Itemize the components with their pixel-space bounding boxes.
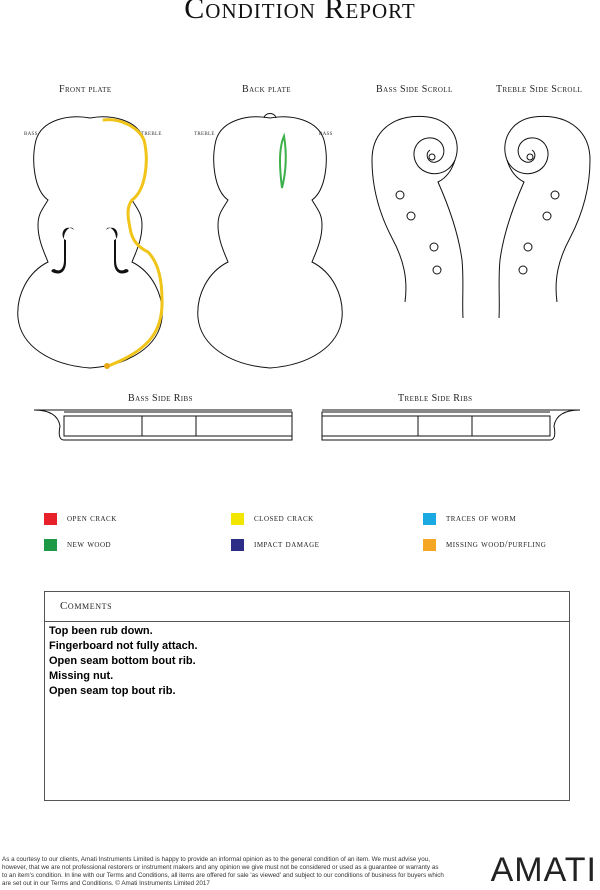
back-plate-new-wood-mark xyxy=(280,136,286,188)
legend-swatch xyxy=(423,539,436,551)
amati-logo: AMATI xyxy=(490,851,597,889)
legend-swatch xyxy=(231,513,244,525)
treble-side-scroll-diagram xyxy=(499,116,590,318)
legend-swatch xyxy=(423,513,436,525)
legend-closed-crack xyxy=(231,513,314,525)
comments-heading: Comments xyxy=(45,592,569,622)
legend-missing-wood-purfling xyxy=(423,539,546,551)
treble-side-scroll-label: Treble Side Scroll xyxy=(496,84,583,95)
bass-side-scroll-label: Bass Side Scroll xyxy=(376,84,453,95)
comment-line: Open seam top bout rib. xyxy=(49,685,176,697)
comments-list xyxy=(45,622,569,699)
bass-side-scroll-diagram xyxy=(372,116,463,318)
legend-label: impact damage xyxy=(254,540,320,550)
legend-label: missing wood/purfling xyxy=(446,540,547,550)
treble-side-ribs-label: Treble Side Ribs xyxy=(398,393,473,404)
left-f-hole xyxy=(51,228,74,274)
legend-open-crack xyxy=(44,513,117,525)
legend-label: open crack xyxy=(67,514,117,524)
page-title: Condition Report xyxy=(184,0,416,25)
front-plate-label: Front plate xyxy=(59,84,112,95)
back-plate-label: Back plate xyxy=(242,84,291,95)
legend-swatch xyxy=(44,539,57,551)
right-f-hole xyxy=(106,228,129,274)
comment-line: Missing nut. xyxy=(49,670,114,682)
legend-impact-damage xyxy=(231,539,319,551)
legend-new-wood xyxy=(44,539,111,551)
front-treble-label: treble xyxy=(141,129,162,137)
front-plate-diagram xyxy=(18,117,162,369)
legend-traces-of-worm xyxy=(423,513,516,525)
back-treble-label: treble xyxy=(194,129,215,137)
comment-line: Top been rub down. xyxy=(49,625,153,637)
front-plate-damage-mark xyxy=(104,120,162,366)
back-bass-label: bass xyxy=(319,129,333,137)
legend-label: traces of worm xyxy=(446,514,517,524)
bass-side-ribs-label: Bass Side Ribs xyxy=(128,393,193,404)
back-plate-diagram xyxy=(198,114,342,369)
legend-label: new wood xyxy=(67,540,112,550)
legend-label: closed crack xyxy=(254,514,314,524)
treble-side-ribs-diagram xyxy=(322,410,580,440)
legend-swatch xyxy=(231,539,244,551)
disclaimer-text: As a courtesy to our clients, Amati Instruments Limited is happy to provide an informal opinion as to the general condition of an item. We must advise you, however, that we are not professional restorers or instrument makers and any opinion we give must not be considered or used as a guarantee or warranty as to an item's condition. In line with our Terms and Conditions, all items are offered for sale 'as viewed' and subject to our conditions of business for buyers which are set out in our Terms and Conditions. © Amati Instruments Limited 2017 xyxy=(2,856,444,887)
comment-line: Open seam bottom bout rib. xyxy=(49,655,196,667)
front-bass-label: bass xyxy=(24,129,38,137)
legend-swatch xyxy=(44,513,57,525)
comments-box xyxy=(44,591,570,801)
front-plate-damage-dot xyxy=(104,363,110,369)
bass-side-ribs-diagram xyxy=(34,410,292,440)
comment-line: Fingerboard not fully attach. xyxy=(49,640,198,652)
